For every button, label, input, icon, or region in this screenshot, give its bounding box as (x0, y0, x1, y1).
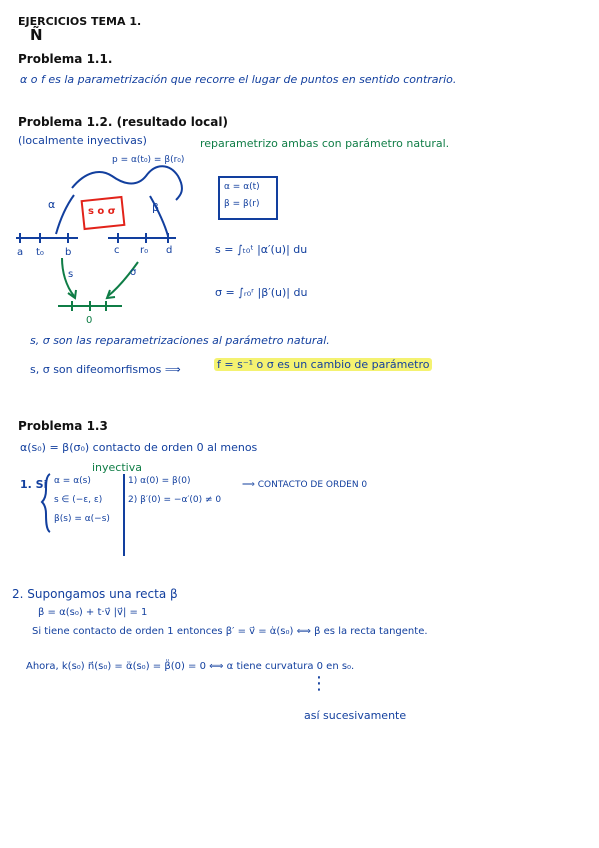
problem-1-2-subtitle: (localmente inyectivas) (18, 134, 147, 147)
axis-1-label-a: a (17, 247, 24, 258)
alpha-label: α (48, 198, 56, 211)
problem-1-1-text: α o f es la parametrización que recorre el lugar de puntos en sentido contrario. (20, 73, 457, 86)
s-integral: s = ∫ₜ₀ᵗ |α′(u)| du (215, 243, 308, 256)
diffeomorphism-line: s, σ son difeomorfismos ⟹ (30, 363, 181, 376)
order-0-result: ⟹ CONTACTO DE ORDEN 0 (242, 480, 368, 490)
system-line-2: s ∈ (−ε, ε) (54, 495, 103, 505)
problem-1-3-title: Problema 1.3 (18, 419, 108, 433)
curvature-line: Ahora, k(s₀) n⃗(s₀) = α̈(s₀) = β̈(0) = 0 ⟺ α tiene curvatura 0 en s₀. (26, 661, 355, 672)
line-beta-definition: β = α(s₀) + t·v⃗ |v⃗| = 1 (38, 607, 148, 618)
system-line-3: β(s) = α(−s) (54, 514, 110, 524)
beta-label: β (152, 201, 160, 214)
axis-2-label-c: c (114, 245, 120, 256)
item-2-heading: 2. Supongamos una recta β (12, 587, 178, 601)
problem-1-1-title: Problema 1.1. (18, 52, 113, 66)
continuation-dots: ⋮ (310, 673, 328, 694)
system-line-1: α = α(s) (54, 476, 91, 486)
axis-2-label-r0: r₀ (140, 245, 149, 256)
sigma-integral: σ = ∫ᵣ₀ʳ |β′(u)| du (215, 286, 308, 299)
problem-1-2-title: Problema 1.2. (resultado local) (18, 115, 228, 129)
composition-label: s o σ (88, 206, 116, 217)
problem-1-2-note: reparametrizo ambas con parámetro natural. (200, 137, 450, 150)
item-1-number: 1. Si (20, 478, 48, 491)
s-map-label: s (68, 269, 74, 280)
axis-1-label-b: b (65, 247, 72, 258)
problem-1-3-intro: α(s₀) = β(σ₀) contacto de orden 0 al menos (20, 441, 258, 454)
change-of-parameter-highlight: f = s⁻¹ o σ es un cambio de parámetro (214, 358, 432, 371)
header-mark: Ñ (30, 26, 43, 44)
condition-2: 2) β′(0) = −α′(0) ≠ 0 (128, 495, 222, 505)
page-title: EJERCICIOS TEMA 1. (18, 15, 142, 28)
natural-param-line: s, σ son las reparametrizaciones al parámetro natural. (30, 334, 330, 347)
def-beta: β = β(r) (224, 199, 260, 209)
condition-1: 1) α(0) = β(0) (128, 476, 191, 486)
axis-1-label-t0: t₀ (36, 247, 44, 258)
and-so-on: así sucesivamente (304, 709, 407, 722)
zero-label: 0 (86, 315, 93, 326)
axis-2-label-d: d (166, 245, 173, 256)
contact-order-1-line: Si tiene contacto de orden 1 entonces β′ = v⃗ = α̇(s₀) ⟺ β es la recta tangente. (32, 626, 428, 637)
sigma-map-label: σ (130, 267, 137, 278)
injective-note: inyectiva (92, 461, 142, 474)
left-brace (42, 474, 50, 532)
def-alpha: α = α(t) (224, 182, 260, 192)
point-p-label: p = α(t₀) = β(r₀) (112, 155, 185, 165)
